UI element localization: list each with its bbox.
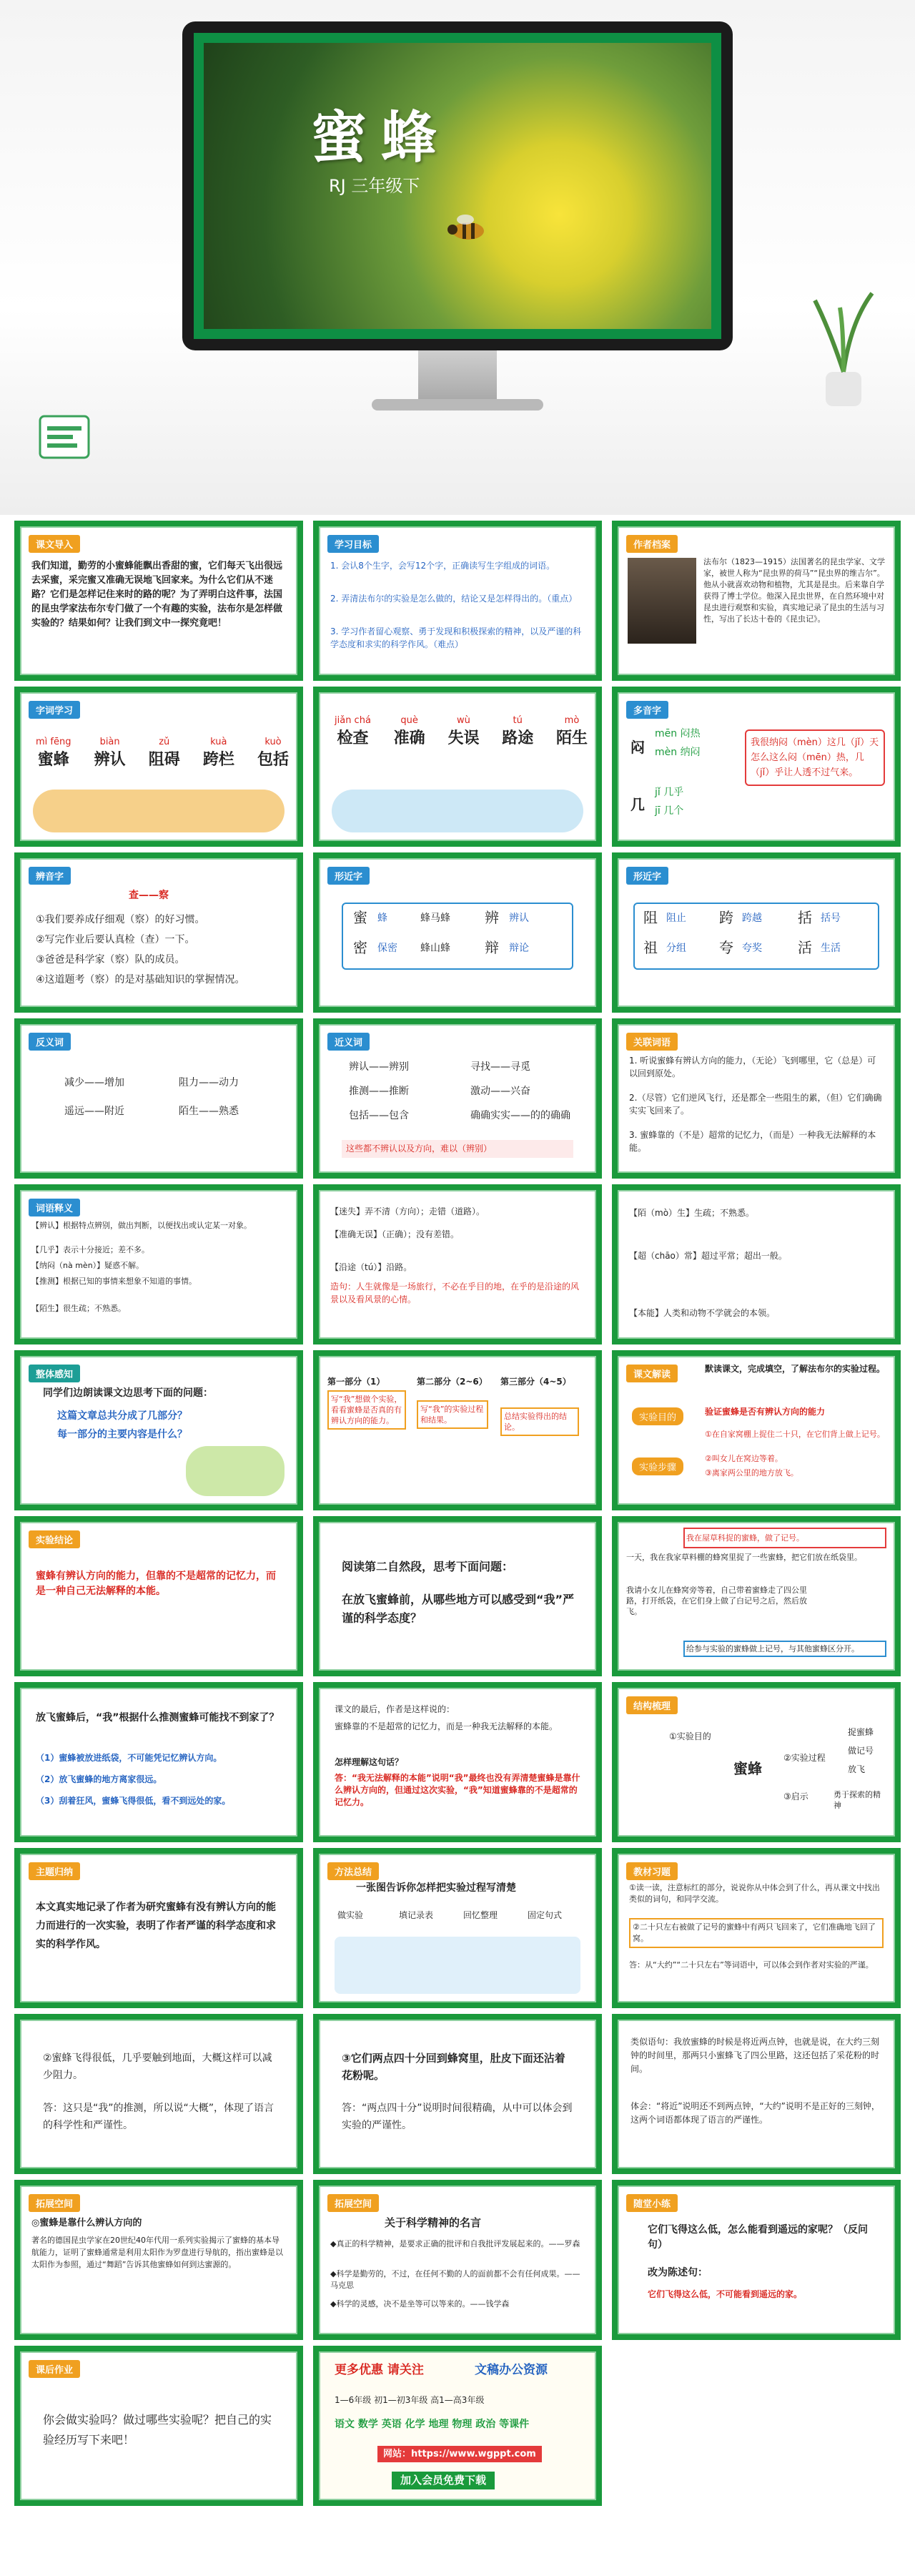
char-cell: 跨: [719, 909, 733, 926]
slide-definitions-2: [313, 1184, 602, 1344]
part-1-title: 第一部分（1）: [327, 1377, 385, 1387]
goal-1: 1. 会认8个生字，会写12个字，正确读写生字组成的词语。: [330, 561, 555, 571]
slide-structure: [313, 1350, 602, 1510]
hero-banner: [0, 0, 915, 515]
slide-tag: 学习目标: [327, 535, 379, 553]
plant-icon: [801, 286, 886, 408]
char-box: [342, 903, 573, 970]
char-cell: 辩论: [509, 943, 529, 954]
synonym-pair: 辨认——辨别: [349, 1061, 409, 1073]
slide-tag: 整体感知: [29, 1365, 80, 1382]
definition: 【迷失】弄不清（方向）；走错（道路）。: [330, 1206, 485, 1216]
reading-1a: mēn 闷热: [655, 728, 701, 739]
char-cell: 辨: [485, 909, 499, 926]
promo-grades: 1—6年级 初1—初3年级 高1—高3年级: [335, 2395, 485, 2405]
excerpt-1: 一天，我在我家草料棚的蜂窝里捉了一些蜜蜂，把它们放在纸袋里。: [626, 1553, 862, 1562]
synonym-pair: 寻找——寻觅: [470, 1061, 530, 1073]
slide-overview: [14, 1350, 303, 1510]
slide-definitions-3: [612, 1184, 901, 1344]
slide-definitions-1: [14, 1184, 303, 1344]
mindmap-root: 蜜蜂: [733, 1760, 762, 1777]
mindmap-leaf: 放飞: [848, 1764, 866, 1774]
exercise-1: 1. 听说蜜蜂有辨认方向的能力，（无论）飞到哪里，它（总是）可以回到原处。: [629, 1056, 876, 1078]
slide-extension-1: [14, 2180, 303, 2340]
quote: ◆真正的科学精神，是要求正确的批评和自我批评发展起来的。——罗森: [330, 2239, 580, 2248]
step-1: ①在自家窝棚上捉住二十只，在它们背上做上记号。: [705, 1430, 885, 1439]
word-cell: tú 路途: [502, 715, 534, 747]
definition: 【准确无误】（正确）；没有差错。: [330, 1229, 460, 1239]
question: 它们飞得这么低，怎么能看到遥远的家呢？（反问句）: [648, 2224, 868, 2251]
slide-tag: 随堂小练: [626, 2194, 678, 2212]
author-bio: 法布尔（1823—1915）法国著名的昆虫学家、文学家，被世人称为“昆虫界的荷马”“昆虫界的维吉尔”。他从小就喜欢动物和植物，尤其是昆虫。后来靠自学获得了博士学位。他深入昆虫世界，在自然环境中对昆虫进行观察和实验，真实地记录了昆虫的生活与习性，写出了长达十卷的《昆虫记》。: [703, 557, 885, 624]
slide-polyphone: [612, 687, 901, 847]
slide-goals: [313, 521, 602, 681]
heading: 关于科学精神的名言: [385, 2216, 482, 2229]
slide-tag: 课文解读: [626, 1365, 678, 1382]
monitor: [182, 21, 733, 350]
prompt: 改为陈述句：: [648, 2267, 708, 2278]
reading-2a: jǐ 几乎: [655, 787, 684, 798]
label-purpose: 实验目的: [632, 1407, 683, 1425]
char-cell: 括号: [821, 913, 841, 924]
slide-tag: 关联词语: [626, 1033, 678, 1051]
goal-2: 2. 弄清法布尔的实验是怎么做的，结论又是怎样得出的。（重点）: [330, 594, 578, 604]
question: 怎样理解这句话？: [335, 1757, 404, 1767]
slide-excerpt: [612, 1516, 901, 1676]
antonym-pair: 陌生——熟悉: [179, 1106, 239, 1117]
slide-tag: 主题归纳: [29, 1862, 80, 1880]
answer: 答：“两点四十分”说明时间很精确，从中可以体会到实验的严谨性。: [342, 2103, 573, 2131]
cover-image: [204, 43, 711, 329]
promo-subjects: 语文 数学 英语 化学 地理 物理 政治 等课件: [335, 2419, 530, 2430]
activity-illustration: [332, 790, 583, 832]
definition: 【纳闷（nà mèn）】疑惑不解。: [31, 1261, 144, 1270]
promo-line-1: 更多优惠 请关注: [335, 2363, 424, 2377]
logo-icon: [36, 408, 93, 465]
char-cell: 活: [798, 939, 812, 956]
char-cell: 祖: [643, 939, 658, 956]
sentence-3: ③爸爸是科学家（察）队的成员。: [36, 954, 185, 965]
slide-tag: 字词学习: [29, 701, 80, 719]
char-2: 几: [630, 796, 645, 813]
method-step: 固定句式: [528, 1910, 563, 1920]
exercise-2: 2.（尽管）它们逆风飞行，还是都全一些阻生的累，（但）它们确确实实飞回来了。: [629, 1093, 882, 1116]
bee-icon: [440, 211, 497, 247]
example-sentence: 我很纳闷（mèn）这几（jǐ）天怎么这么闷（mēn）热，几（jǐ）乎让人透不过气来。: [745, 729, 885, 786]
char-cell: 跨越: [742, 913, 762, 924]
author-portrait: [628, 558, 696, 644]
antonym-pair: 阻力——动力: [179, 1077, 239, 1088]
char-cell: 夸奖: [742, 943, 762, 954]
definition: 【几乎】表示十分接近；差不多。: [31, 1245, 149, 1254]
promo-line-2[interactable]: 文稿办公资源: [475, 2363, 548, 2377]
char-cell: 保密: [377, 943, 397, 954]
slide-tag: 词语释义: [29, 1199, 80, 1216]
char-cell: 蜂马蜂: [420, 913, 450, 924]
slide-extension-2: [313, 2180, 602, 2340]
method-illustration: [335, 1937, 580, 1994]
prompt: 阅读第二自然段，思考下面问题：: [342, 1560, 514, 1573]
mindmap-leaf: 做记号: [848, 1746, 874, 1756]
slide-tag: 拓展空间: [327, 2194, 379, 2212]
exercise-instruction: ①读一读，注意标红的部分，说说你从中体会到了什么，再从课文中找出类似的词句，和同学交流。: [629, 1883, 880, 1904]
slide-tag: 作者档案: [626, 535, 678, 553]
slide-homework: [14, 2346, 303, 2506]
question-2: 每一部分的主要内容是什么？: [57, 1429, 187, 1440]
promo-join[interactable]: 加入会员免费下载: [392, 2472, 495, 2489]
conclusion-text: 蜜蜂有辨认方向的能力，但靠的不是超常的记忆力，而是一种自己无法解释的本能。: [36, 1570, 276, 1597]
definition: 【陌生】很生疏；不熟悉。: [31, 1304, 126, 1313]
reading-illustration: [186, 1446, 285, 1496]
monitor-base: [372, 399, 543, 411]
slide-tag: 多音字: [626, 701, 668, 719]
slide-similar-chars-2: [612, 852, 901, 1013]
definition: 【推测】根据已知的事情来想象不知道的事情。: [31, 1277, 197, 1286]
method-step: 填记录表: [399, 1910, 434, 1920]
word-cell: zǔ 阻碍: [148, 737, 180, 769]
slide-mindmap: [612, 1682, 901, 1842]
synonym-pair: 推测——推断: [349, 1086, 409, 1097]
step-2: ②叫女儿在窝边等着。: [705, 1454, 783, 1463]
example: 造句：人生就像是一场旅行，不必在乎目的地，在乎的是沿途的风景以及看风景的心情。: [330, 1282, 580, 1304]
slide-similar-chars-1: [313, 852, 602, 1013]
antonym-pair: 遥远——附近: [64, 1106, 124, 1117]
word-cell: biàn 辨认: [94, 737, 126, 769]
slide-text-analysis: [612, 1350, 901, 1510]
sentence: ③它们两点四十分回到蜂窝里，肚皮下面还沾着花粉呢。: [342, 2052, 565, 2082]
reading-2b: jī 几个: [655, 805, 684, 817]
slide-text: 我们知道，勤劳的小蜜蜂能飘出香甜的蜜，它们每天飞出很远去采蜜，采完蜜又准确无误地飞回家来。为什么它们从不迷路？它们是怎样记住来时的路的呢？为了弄明白这件事，法国的昆虫学家法布尔专门做了一个有趣的实验，法布尔是怎样做实验的？结果如何？让我们到文中一探究竟吧！: [31, 561, 283, 629]
slide-tag: 方法总结: [327, 1862, 379, 1880]
question-1: 这篇文章总共分成了几部分？: [57, 1410, 187, 1422]
char-cell: 生活: [821, 943, 841, 954]
slide-sentence-2: [14, 2014, 303, 2174]
sentence-2: ②写完作业后要认真检（查）一下。: [36, 934, 195, 945]
slide-tag: 形近字: [327, 867, 370, 885]
line: 课文的最后，作者是这样说的：: [335, 1704, 455, 1714]
word-cell: què 准确: [393, 715, 425, 747]
part-1-desc: 写“我”想做个实验，看看蜜蜂是否真的有辨认方向的能力。: [327, 1390, 406, 1430]
quote: ◆科学的灵感，决不是坐等可以等来的。——钱学森: [330, 2299, 510, 2309]
monitor-stand: [418, 350, 497, 400]
heading: 查——察: [129, 890, 169, 901]
question: 在放飞蜜蜂前，从哪些地方可以感受到“我”严谨的科学态度？: [342, 1593, 575, 1625]
mindmap-branch: ③启示: [783, 1791, 808, 1801]
page-title: 蜜蜂: [311, 106, 452, 170]
word-cell: mò 陌生: [555, 715, 588, 747]
exercise-sentence: ②二十只左右被做了记号的蜜蜂中有两只飞回来了，它们准确地飞回了窝。: [629, 1918, 884, 1948]
sentence: 类似语句：我放蜜蜂的时候是将近两点钟，也就是说，在大约三刻钟的时间里，那两只小蜜蜂飞了四公里路，这还包括了采花粉的时间。: [630, 2037, 880, 2074]
slide-intro: [14, 521, 303, 681]
slide-vocab-2: [313, 687, 602, 847]
kids-illustration: [33, 790, 285, 832]
theme-text: 本文真实地记录了作者为研究蜜蜂有没有辨认方向的能力而进行的一次实验，表明了作者严谨的科学态度和求实的科学作风。: [36, 1902, 276, 1950]
mindmap-branch: ②实验过程: [783, 1753, 826, 1763]
slide-exercise: [612, 1848, 901, 2008]
answer: 答：“我无法解释的本能”说明“我”最终也没有弄清楚蜜蜂是靠什么辨认方向的，但通过这次实验，“我”知道蜜蜂靠的不是超常的记忆力。: [335, 1773, 580, 1807]
word-cell: kuà 跨栏: [202, 737, 234, 769]
method-step: 回忆整理: [463, 1910, 498, 1920]
exercise-3: 3. 蜜蜂靠的（不是）超常的记忆力，（而是）一种我无法解释的本能。: [629, 1130, 876, 1153]
method-heading: 一张图告诉你怎样把实验过程写清楚: [356, 1882, 516, 1894]
char-cell: 夸: [719, 939, 733, 956]
char-cell: 分组: [666, 943, 686, 954]
part-2-desc: 写“我”的实验过程和结果。: [417, 1400, 488, 1429]
slide-tag: 课后作业: [29, 2360, 80, 2378]
slide-tag: 拓展空间: [29, 2194, 80, 2212]
char-cell: 辩: [485, 939, 499, 956]
pinyin-row: [36, 737, 289, 770]
task-heading: 默读课文，完成填空，了解法布尔的实验过程。: [705, 1364, 886, 1374]
slide-tag: 结构梳理: [626, 1696, 678, 1714]
char-cell: 蜜: [353, 909, 367, 926]
method-step: 做实验: [337, 1910, 364, 1920]
answer-1: （1）蜜蜂被放进纸袋，不可能凭记忆辨认方向。: [36, 1753, 222, 1763]
slide-practice: [612, 2180, 901, 2340]
value-purpose: 验证蜜蜂是否有辨认方向的能力: [705, 1407, 826, 1417]
question-intro: 同学们边朗读课文边思考下面的问题：: [43, 1387, 213, 1399]
synonym-note: 这些都不辨认以及方向，难以（辨别）: [342, 1140, 573, 1158]
slide-tag: 教材习题: [626, 1862, 678, 1880]
word-cell: jiǎn chá 检查: [335, 715, 371, 747]
slide-author: [612, 521, 901, 681]
antonym-pair: 减少——增加: [64, 1077, 124, 1088]
synonym-pair: 激动——兴奋: [470, 1086, 530, 1097]
definition: 【超（chāo）常】超过平常；超出一般。: [629, 1251, 787, 1261]
definition: 【辨认】根据特点辨别，做出判断，以便找出或认定某一对象。: [31, 1221, 252, 1230]
slide-reading-question: [313, 1516, 602, 1676]
answer: 体会：“将近”说明还不到两点钟，“大约”说明不是正好的三刻钟，这两个词语都体现了语言的严谨性。: [630, 2101, 880, 2125]
mindmap-branch: ①实验目的: [669, 1731, 711, 1741]
definition: 【沿途（tú）】沿路。: [330, 1262, 412, 1272]
char-cell: 密: [353, 939, 367, 956]
char-cell: 蜂山蜂: [420, 943, 450, 954]
char-1: 闷: [630, 739, 645, 756]
slide-ending: [313, 1682, 602, 1842]
slide-similar-sentence: [612, 2014, 901, 2174]
slide-tag: 课文导入: [29, 535, 80, 553]
goal-3: 3. 学习作者留心观察、勇于发现和积极探索的精神，以及严谨的科学态度和求实的科学作风。（难点）: [330, 626, 582, 649]
answer-2: （2）放飞蜜蜂的地方离家很远。: [36, 1774, 162, 1784]
slide-synonyms: [313, 1018, 602, 1179]
definition: 【本能】人类和动物不学就会的本领。: [629, 1308, 776, 1318]
slide-tag: 近义词: [327, 1033, 370, 1051]
quote: 蜜蜂靠的不是超常的记忆力，而是一种我无法解释的本能。: [335, 1721, 558, 1731]
slide-promo: [313, 2346, 602, 2506]
slide-conclusion: [14, 1516, 303, 1676]
excerpt-2: 我请小女儿在蜂窝旁等着，自己带着蜜蜂走了四公里路，打开纸袋，在它们身上做了白记号之后，然后放飞。: [626, 1586, 807, 1616]
pinyin-row: [335, 715, 588, 748]
annotation: 我在屋草科捉的蜜蜂，做了记号。: [683, 1528, 886, 1548]
part-2-title: 第二部分（2~6）: [417, 1377, 488, 1387]
slide-antonyms: [14, 1018, 303, 1179]
sentence-4: ④这道题考（察）的是对基础知识的掌握情况。: [36, 974, 245, 985]
heading: ◎蜜蜂是靠什么辨认方向的: [31, 2218, 142, 2228]
char-cell: 蜂: [377, 913, 387, 924]
slide-inference: [14, 1682, 303, 1842]
word-cell: wù 失误: [447, 715, 480, 747]
part-3-desc: 总结实验得出的结论。: [500, 1407, 579, 1436]
sentence-1: ①我们要养成仔细观（察）的好习惯。: [36, 914, 205, 925]
word-cell: kuò 包括: [257, 737, 289, 769]
synonym-pair: 确确实实——的的确确: [470, 1110, 570, 1121]
word-cell: mì fēng 蜜蜂: [36, 737, 71, 769]
char-cell: 辨认: [509, 913, 529, 924]
page-subtitle: RJ 三年级下: [329, 176, 420, 196]
synonym-pair: 包括——包含: [349, 1110, 409, 1121]
exercise-answer: 答：从“大约”“二十只左右”等词语中，可以体会到作者对实验的严谨。: [629, 1960, 874, 1970]
definition: 【陌（mò）生】生疏；不熟悉。: [629, 1208, 755, 1218]
slide-tag: 反义词: [29, 1033, 71, 1051]
paragraph: 著名的德国昆虫学家在20世纪40年代用一系列实验揭示了蜜蜂的基本导航能力，证明了蜜蜂通常是利用太阳作为罗盘进行导航的，指出蜜蜂是以太阳作为参照，通过“舞蹈”告诉其他蜜蜂如何到达蜜源的。: [31, 2236, 283, 2269]
part-3-title: 第三部分（4~5）: [500, 1377, 571, 1387]
homework-text: 你会做实验吗？做过哪些实验呢？把自己的实验经历写下来吧！: [43, 2413, 272, 2447]
promo-site[interactable]: 网站：https://www.wgppt.com: [377, 2446, 542, 2462]
slide-tag: 实验结论: [29, 1530, 80, 1548]
char-cell: 阻止: [666, 913, 686, 924]
label-steps: 实验步骤: [632, 1457, 683, 1475]
mindmap-leaf: 捉蜜蜂: [848, 1727, 874, 1737]
slide-distinguish: [14, 852, 303, 1013]
slide-conjunctions: [612, 1018, 901, 1179]
slide-method: [313, 1848, 602, 2008]
slide-sentence-3: [313, 2014, 602, 2174]
answer-3: （3）刮着狂风，蜜蜂飞得很低，看不到远处的家。: [36, 1796, 231, 1806]
question: 放飞蜜蜂后，“我”根据什么推测蜜蜂可能找不到家了？: [36, 1712, 280, 1724]
reading-1b: mèn 纳闷: [655, 747, 701, 758]
answer: 答：这只是“我”的推测，所以说“大概”，体现了语言的科学性和严谨性。: [43, 2103, 274, 2131]
answer: 它们飞得这么低，不可能看到遥远的家。: [648, 2289, 803, 2299]
slide-theme: [14, 1848, 303, 2008]
sentence: ②蜜蜂飞得很低，几乎要触到地面，大概这样可以减少阻力。: [43, 2053, 272, 2081]
mindmap-leaf: 勇于探索的精神: [834, 1790, 881, 1810]
annotation: 给参与实验的蜜蜂做上记号，与其他蜜蜂区分开。: [683, 1641, 886, 1657]
slide-vocab-1: [14, 687, 303, 847]
step-3: ③离家两公里的地方放飞。: [705, 1468, 798, 1478]
slide-tag: 形近字: [626, 867, 668, 885]
char-cell: 阻: [643, 909, 658, 926]
char-cell: 括: [798, 909, 812, 926]
quote: ◆科学是勤劳的，不过，在任何不勤的人的面前都不会有任何成果。——马克思: [330, 2269, 580, 2290]
slide-tag: 辨音字: [29, 867, 71, 885]
monitor-screen: [194, 33, 721, 339]
